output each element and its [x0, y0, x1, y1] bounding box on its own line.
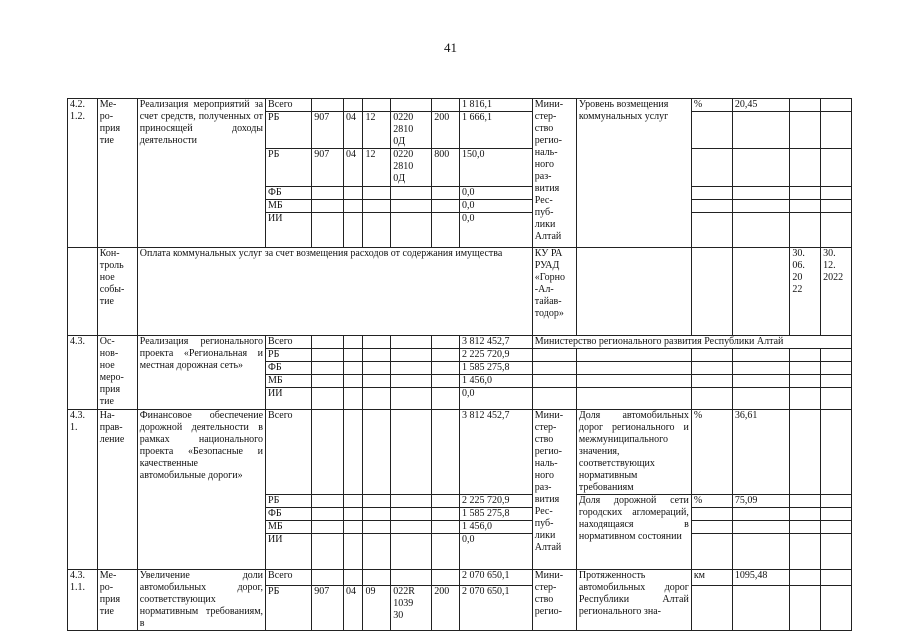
- indicator-unit: км: [691, 570, 732, 586]
- fund-source: МБ: [266, 200, 312, 213]
- row-number: 4.3.: [68, 336, 98, 410]
- fund-source: РБ: [266, 149, 312, 187]
- budget-code: 0220 2810 0Д: [391, 149, 432, 187]
- page-number: 41: [444, 40, 457, 55]
- fund-amount: 0,0: [459, 388, 532, 410]
- fund-amount: 1 456,0: [459, 521, 532, 534]
- indicator: Протяженность автомобильных дорог Республики Алтай регионального зна-: [576, 570, 691, 631]
- indicator-value: 1095,48: [732, 570, 789, 586]
- table-row: [68, 570, 852, 586]
- fund-source: МБ: [266, 521, 312, 534]
- row-type: На- прав- ление: [97, 410, 137, 570]
- row-description: Реализация мероприятий за счет средств, полученных от приносящей доходы деятельности: [137, 99, 265, 248]
- fund-amount: 0,0: [459, 534, 532, 570]
- control-description: Оплата коммунальных услуг за счет возмещения расходов от содержания имущества: [137, 248, 532, 336]
- indicator-value: 20,45: [732, 99, 789, 112]
- fund-source: ФБ: [266, 362, 312, 375]
- budget-code: 12: [363, 149, 391, 187]
- fund-amount: 0,0: [459, 213, 532, 248]
- fund-source: МБ: [266, 375, 312, 388]
- indicator-unit: %: [691, 495, 732, 508]
- fund-amount: 150,0: [459, 149, 532, 187]
- budget-code: 200: [432, 585, 460, 630]
- budget-code: 200: [432, 112, 460, 149]
- fund-amount: 1 585 275,8: [459, 362, 532, 375]
- row-number: 4.3. 1.1.: [68, 570, 98, 631]
- executor: Мини- стер- ство регио-: [532, 570, 576, 631]
- row-description: Финансовое обеспечение дорожной деятельности в рамках национального проекта «Безопасные и качественные автомобильные дороги»: [137, 410, 265, 570]
- indicator: Доля автомобильных дорог регионального и межмуниципального значения, соответствующих нормативным требованиям: [576, 410, 691, 495]
- budget-code: 907: [312, 585, 344, 630]
- start-date: 30. 06. 20 22: [790, 248, 821, 336]
- fund-amount: 1 666,1: [459, 112, 532, 149]
- executor: КУ РА РУАД «Горно -Ал- тайав- тодор»: [532, 248, 576, 336]
- fund-source: ИИ: [266, 388, 312, 410]
- row-description: Реализация регионального проекта «Региональная и местная дорожная сеть»: [137, 336, 265, 410]
- table-row: [68, 248, 852, 336]
- row-type: Кон- троль ное собы- тие: [97, 248, 137, 336]
- indicator-unit: %: [691, 99, 732, 112]
- fund-source: РБ: [266, 495, 312, 508]
- fund-source: ИИ: [266, 534, 312, 570]
- fund-source: Всего: [266, 99, 312, 112]
- fund-amount: 0,0: [459, 200, 532, 213]
- fund-amount: 1 816,1: [459, 99, 532, 112]
- indicator-unit: %: [691, 410, 732, 495]
- executor: Министерство регионального развития Республики Алтай: [532, 336, 851, 349]
- fund-amount: 1 456,0: [459, 375, 532, 388]
- table-row: [68, 99, 852, 112]
- fund-source: РБ: [266, 112, 312, 149]
- budget-code: 04: [344, 112, 363, 149]
- budget-code: 907: [312, 112, 344, 149]
- fund-source: РБ: [266, 349, 312, 362]
- budget-code: 09: [363, 585, 391, 630]
- fund-source: ИИ: [266, 213, 312, 248]
- program-table: [67, 98, 852, 631]
- table-row: [68, 410, 852, 495]
- budget-code: 12: [363, 112, 391, 149]
- row-number: 4.3. 1.: [68, 410, 98, 570]
- row-type: Ме- ро- прия тие: [97, 570, 137, 631]
- fund-amount: 2 225 720,9: [459, 349, 532, 362]
- executor: Мини- стер- ство регио- наль- ного раз- вития Рес- пуб- лики Алтай: [532, 410, 576, 570]
- row-description: Увеличение доли автомобильных дорог, соответствующих нормативным требованиям, в: [137, 570, 265, 631]
- fund-amount: 0,0: [459, 187, 532, 200]
- budget-code: 022R 1039 30: [391, 585, 432, 630]
- fund-source: Всего: [266, 570, 312, 586]
- budget-code: 907: [312, 149, 344, 187]
- fund-amount: 2 070 650,1: [459, 585, 532, 630]
- row-type: Ос- нов- ное меро- прия тие: [97, 336, 137, 410]
- fund-amount: 3 812 452,7: [459, 336, 532, 349]
- fund-source: ФБ: [266, 187, 312, 200]
- fund-amount: 2 070 650,1: [459, 570, 532, 586]
- end-date: 30. 12. 2022: [821, 248, 852, 336]
- fund-source: Всего: [266, 410, 312, 495]
- budget-code: 04: [344, 585, 363, 630]
- fund-source: РБ: [266, 585, 312, 630]
- fund-amount: 2 225 720,9: [459, 495, 532, 508]
- budget-code: 04: [344, 149, 363, 187]
- budget-code: 800: [432, 149, 460, 187]
- executor: Мини- стер- ство регио- наль- ного раз- вития Рес- пуб- лики Алтай: [532, 99, 576, 248]
- indicator-value: 75,09: [732, 495, 789, 508]
- budget-code: 0220 2810 0Д: [391, 112, 432, 149]
- fund-amount: 3 812 452,7: [459, 410, 532, 495]
- table-row: [68, 336, 852, 349]
- fund-source: ФБ: [266, 508, 312, 521]
- row-number: 4.2. 1.2.: [68, 99, 98, 248]
- indicator: Доля дорожной сети городских агломераций, находящаяся в нормативном состоянии: [576, 495, 691, 570]
- indicator-value: 36,61: [732, 410, 789, 495]
- row-type: Ме- ро- прия тие: [97, 99, 137, 248]
- fund-source: Всего: [266, 336, 312, 349]
- fund-amount: 1 585 275,8: [459, 508, 532, 521]
- indicator: Уровень возмещения коммунальных услуг: [576, 99, 691, 248]
